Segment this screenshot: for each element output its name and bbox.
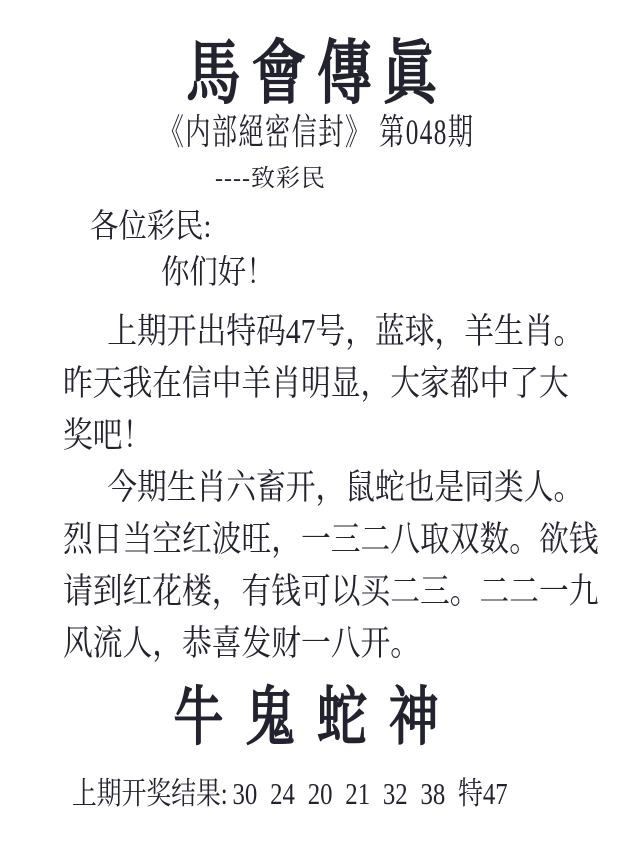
- letter-line: 烈日当空红波旺，一三二八取双数。欲钱: [63, 520, 599, 559]
- special-number: 特47: [458, 776, 508, 811]
- salutation: 各位彩民:: [90, 209, 212, 245]
- letter-line: 今期生肖六畜开，鼠蛇也是同类人。: [107, 468, 584, 507]
- dedication-line: ----致彩民: [215, 166, 326, 192]
- letter-line: 昨天我在信中羊肖明显，大家都中了大: [63, 364, 569, 403]
- slogan-text: 牛鬼蛇神: [172, 682, 461, 753]
- slogan: [0, 682, 633, 753]
- result-number: 32: [382, 776, 408, 811]
- results-label: 上期开奖结果:: [72, 776, 228, 811]
- page-subtitle: [0, 114, 633, 150]
- last-draw-results: [72, 778, 508, 809]
- letter-body: [63, 306, 599, 670]
- letter-line: 请到红花楼，有钱可以买二三。二二一九: [63, 572, 599, 611]
- result-number: 21: [345, 776, 371, 811]
- page-subtitle-text: 《内部絕密信封》 第048期: [158, 112, 475, 152]
- letter-line: 上期开出特码47号，蓝球，羊生肖。: [107, 312, 584, 351]
- letter-line: 奖吧！: [63, 416, 153, 455]
- letter-line: 风流人，恭喜发财一八开。: [63, 624, 421, 663]
- result-number: 30: [232, 776, 258, 811]
- result-number: 38: [420, 776, 446, 811]
- greeting: 你们好！: [161, 255, 275, 291]
- page-title: [0, 36, 633, 113]
- result-number: 20: [307, 776, 333, 811]
- page-title-text: 馬會傳眞: [185, 36, 448, 113]
- result-number: 24: [270, 776, 295, 811]
